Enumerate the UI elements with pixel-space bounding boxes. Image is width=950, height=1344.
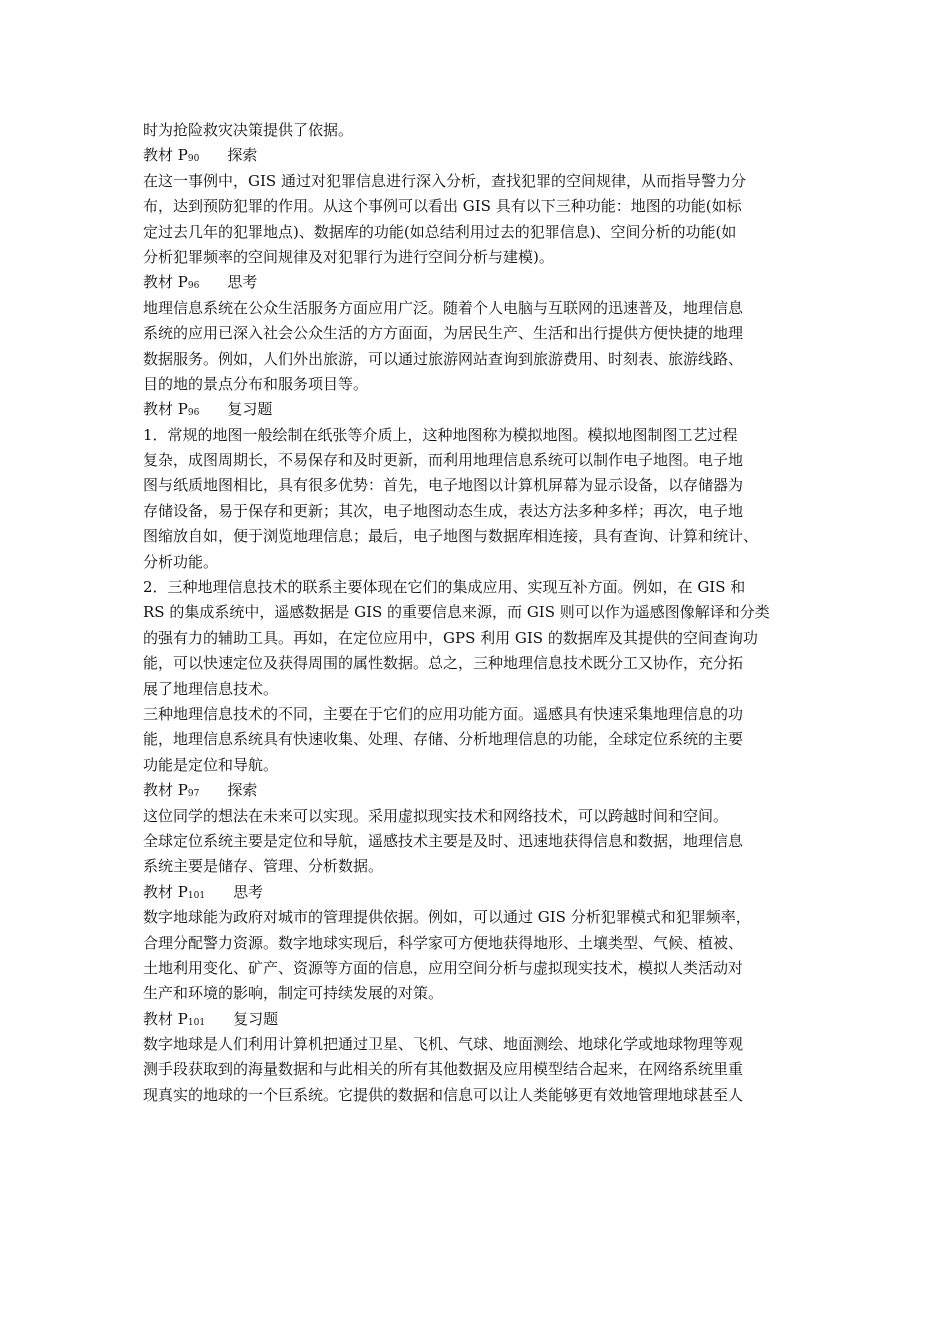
heading-prefix: 教材 P bbox=[143, 273, 188, 292]
heading-prefix: 教材 P bbox=[143, 781, 188, 800]
paragraph-line: 复杂，成图周期长，不易保存和及时更新，而利用地理信息系统可以制作电子地图。电子地 bbox=[143, 451, 744, 470]
section-heading bbox=[143, 778, 815, 803]
heading-prefix: 教材 P bbox=[143, 1009, 188, 1028]
heading-title: 复习题 bbox=[233, 1009, 279, 1028]
heading-title: 探索 bbox=[227, 146, 258, 165]
paragraph-line: 在这一事例中，GIS 通过对犯罪信息进行深入分析，查找犯罪的空间规律，从而指导警力分 bbox=[143, 171, 746, 190]
paragraph-line: 存储设备，易于保存和更新；其次，电子地图动态生成，表达方法多种多样；再次，电子地 bbox=[143, 501, 744, 520]
paragraph-line: 数据服务。例如，人们外出旅游，可以通过旅游网站查询到旅游费用、时刻表、旅游线路、 bbox=[143, 349, 744, 368]
paragraph-line: 的强有力的辅助工具。再如，在定位应用中，GPS 利用 GIS 的数据库及其提供的空间查询功 bbox=[143, 628, 758, 647]
page-number: 96 bbox=[187, 408, 200, 419]
section-heading bbox=[143, 397, 815, 422]
heading-title: 思考 bbox=[227, 273, 258, 292]
paragraph-line: 数字地球能为政府对城市的管理提供依据。例如，可以通过 GIS 分析犯罪模式和犯罪频率， bbox=[143, 908, 751, 927]
paragraph-line: 全球定位系统主要是定位和导航，遥感技术主要是及时、迅速地获得信息和数据，地理信息 bbox=[143, 831, 744, 850]
document-body bbox=[143, 118, 815, 1108]
paragraph-line: 这位同学的想法在未来可以实现。采用虚拟现实技术和网络技术，可以跨越时间和空间。 bbox=[143, 806, 729, 825]
heading-prefix: 教材 P bbox=[143, 400, 188, 419]
paragraph-line: 生产和环境的影响，制定可持续发展的对策。 bbox=[143, 984, 444, 1003]
heading-prefix: 教材 P bbox=[143, 146, 188, 165]
paragraph-line: 2．三种地理信息技术的联系主要体现在它们的集成应用、实现互补方面。例如，在 GIS 和 bbox=[143, 578, 746, 597]
page-number: 101 bbox=[187, 1017, 206, 1028]
heading-title: 探索 bbox=[227, 781, 258, 800]
paragraph-line: 分析功能。 bbox=[143, 552, 219, 571]
paragraph-line: 功能是定位和导航。 bbox=[143, 755, 279, 774]
paragraph-line: 三种地理信息技术的不同，主要在于它们的应用功能方面。遥感具有快速采集地理信息的功 bbox=[143, 704, 744, 723]
paragraph-line: 数字地球是人们利用计算机把通过卫星、飞机、气球、地面测绘、地球化学或地球物理等观 bbox=[143, 1035, 744, 1054]
paragraph-line: 1．常规的地图一般绘制在纸张等介质上，这种地图称为模拟地图。模拟地图制图工艺过程 bbox=[143, 425, 738, 444]
paragraph-line: RS 的集成系统中，遥感数据是 GIS 的重要信息来源，而 GIS 则可以作为遥感图像解译和分类 bbox=[143, 603, 770, 622]
section-heading bbox=[143, 270, 815, 295]
page-number: 90 bbox=[187, 154, 200, 165]
page-number: 101 bbox=[187, 890, 206, 901]
section-heading bbox=[143, 143, 815, 168]
paragraph-line: 布，达到预防犯罪的作用。从这个事例可以看出 GIS 具有以下三种功能：地图的功能(如标 bbox=[143, 197, 742, 216]
paragraph-line: 现真实的地球的一个巨系统。它提供的数据和信息可以让人类能够更有效地管理地球甚至人 bbox=[143, 1085, 744, 1104]
paragraph-line: 系统主要是储存、管理、分析数据。 bbox=[143, 857, 384, 876]
paragraph-line: 目的地的景点分布和服务项目等。 bbox=[143, 374, 369, 393]
page-number: 97 bbox=[187, 789, 200, 800]
paragraph-line: 合理分配警力资源。数字地球实现后，科学家可方便地获得地形、土壤类型、气候、植被、 bbox=[143, 933, 744, 952]
paragraph-line: 时为抢险救灾决策提供了依据。 bbox=[143, 121, 354, 139]
paragraph-line: 定过去几年的犯罪地点)、数据库的功能(如总结利用过去的犯罪信息)、空间分析的功能(如 bbox=[143, 222, 737, 241]
heading-title: 复习题 bbox=[227, 400, 273, 419]
heading-prefix: 教材 P bbox=[143, 882, 188, 901]
paragraph-line: 测手段获取到的海量数据和与此相关的所有其他数据及应用模型结合起来，在网络系统里重 bbox=[143, 1060, 744, 1079]
paragraph-line: 能，地理信息系统具有快速收集、处理、存储、分析地理信息的功能，全球定位系统的主要 bbox=[143, 730, 744, 749]
paragraph-line: 图与纸质地图相比，具有很多优势：首先，电子地图以计算机屏幕为显示设备，以存储器为 bbox=[143, 476, 744, 495]
heading-title: 思考 bbox=[233, 882, 264, 901]
section-heading bbox=[143, 1007, 815, 1032]
page-number: 96 bbox=[187, 281, 200, 292]
paragraph-line: 图缩放自如，便于浏览地理信息；最后，电子地图与数据库相连接，具有查询、计算和统计、 bbox=[143, 527, 759, 546]
paragraph-line: 地理信息系统在公众生活服务方面应用广泛。随着个人电脑与互联网的迅速普及，地理信息 bbox=[143, 298, 744, 317]
paragraph-line: 分析犯罪频率的空间规律及对犯罪行为进行空间分析与建模)。 bbox=[143, 247, 554, 266]
paragraph-line: 土地利用变化、矿产、资源等方面的信息，应用空间分析与虚拟现实技术，模拟人类活动对 bbox=[143, 958, 744, 977]
paragraph-line: 能，可以快速定位及获得周围的属性数据。总之，三种地理信息技术既分工又协作，充分拓 bbox=[143, 654, 744, 673]
paragraph-line: 系统的应用已深入社会公众生活的方方面面，为居民生产、生活和出行提供方便快捷的地理 bbox=[143, 324, 744, 343]
paragraph-line: 展了地理信息技术。 bbox=[143, 679, 279, 698]
section-heading bbox=[143, 880, 815, 905]
